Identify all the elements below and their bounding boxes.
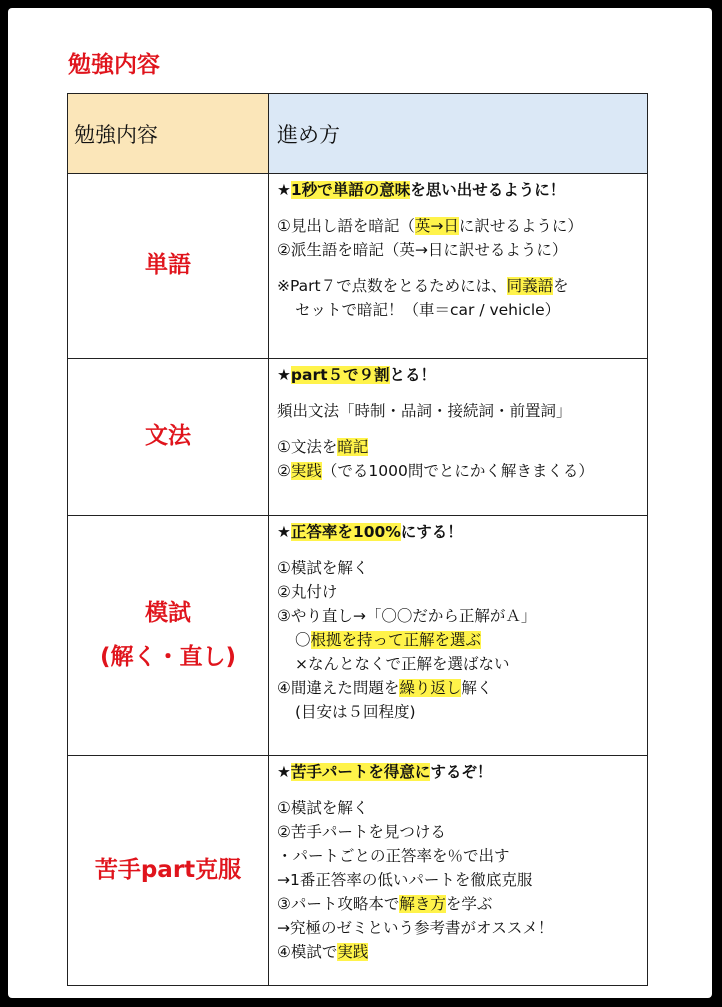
highlighted-text: 根拠を持って正解を選ぶ — [310, 631, 482, 649]
highlighted-text: 実践 — [290, 462, 322, 480]
step-line — [277, 580, 641, 604]
step-line — [277, 652, 641, 676]
step-line — [277, 604, 641, 628]
text-segment: ★ — [277, 366, 291, 384]
text-segment: ①模試を解く — [277, 799, 369, 817]
spacer — [277, 423, 641, 435]
document-page — [8, 8, 712, 998]
highlighted-text: 繰り返し — [399, 679, 462, 697]
row-vocabulary — [68, 174, 648, 359]
text-segment: セットで暗記！（車＝car / vehicle） — [295, 301, 561, 319]
goal-line — [277, 760, 641, 784]
highlighted-text: 暗記 — [337, 438, 369, 456]
topic-label: 単語 — [145, 252, 191, 279]
highlighted-text: 実践 — [337, 943, 369, 961]
text-segment: ②丸付け — [277, 583, 338, 601]
step-line — [277, 435, 641, 459]
step-line — [277, 298, 641, 322]
step-line — [277, 820, 641, 844]
header-study-content: 勉強内容 — [68, 94, 269, 174]
highlighted-text: 解き方 — [399, 895, 446, 913]
spacer — [277, 784, 641, 796]
text-segment: ・パートごとの正答率を％で出す — [277, 847, 510, 865]
header-row — [68, 94, 648, 174]
study-plan-table — [67, 93, 648, 986]
topic-label: 模試 — [145, 599, 191, 626]
step-line — [277, 676, 641, 700]
step-line — [277, 844, 641, 868]
step-line — [277, 556, 641, 580]
method-cell — [269, 174, 648, 359]
text-segment: ④模試で — [277, 943, 338, 961]
row-grammar — [68, 359, 648, 516]
spacer — [277, 387, 641, 399]
header-method: 進め方 — [269, 94, 648, 174]
text-segment: 〇 — [295, 631, 311, 649]
goal-line — [277, 178, 641, 202]
step-line — [277, 916, 641, 940]
highlighted-text: 英→日 — [414, 217, 459, 235]
topic-label: 文法 — [145, 423, 191, 450]
text-segment: →1番正答率の低いパートを徹底克服 — [277, 871, 533, 889]
text-segment: (目安は５回程度) — [295, 703, 416, 721]
step-line — [277, 459, 641, 483]
topic-label: 苦手part克服 — [94, 856, 242, 883]
method-cell — [269, 359, 648, 516]
step-line — [277, 628, 641, 652]
step-line — [277, 700, 641, 724]
text-segment: ★ — [277, 523, 291, 541]
text-segment: ④間違えた問題を — [277, 679, 400, 697]
text-segment: ①見出し語を暗記（ — [277, 217, 415, 235]
topic-vocabulary — [68, 174, 269, 359]
text-segment: ★ — [277, 763, 291, 781]
text-segment: するぞ！ — [430, 763, 493, 781]
step-line — [277, 796, 641, 820]
text-segment: 解く — [461, 679, 493, 697]
page-title: 勉強内容 — [68, 52, 160, 78]
text-segment: を学ぶ — [445, 895, 493, 913]
text-segment: に訳せるように） — [458, 217, 583, 235]
text-segment: ×なんとなくで正解を選ばない — [295, 655, 510, 673]
text-segment: ③やり直し→「〇〇だから正解がＡ」 — [277, 607, 537, 625]
text-segment: とる！ — [389, 366, 437, 384]
highlighted-text: part５で９割 — [290, 366, 390, 384]
step-line — [277, 892, 641, 916]
highlighted-text: 苦手パートを得意に — [290, 763, 431, 781]
goal-line — [277, 520, 641, 544]
text-segment: にする！ — [400, 523, 463, 541]
text-segment: を思い出せるように！ — [410, 181, 566, 199]
spacer — [277, 262, 641, 274]
text-segment: （でる1000問でとにかく解きまくる） — [321, 462, 594, 480]
topic-weak-part — [68, 756, 269, 986]
text-segment: ②派生語を暗記（英→日に訳せるように） — [277, 241, 568, 259]
highlighted-text: 1秒で単語の意味 — [290, 181, 411, 199]
spacer — [277, 202, 641, 214]
highlighted-text: 正答率を100% — [290, 523, 401, 541]
text-segment: 頻出文法「時制・品詞・接続詞・前置詞」 — [277, 402, 572, 420]
text-segment: ★ — [277, 181, 291, 199]
text-segment: ②苦手パートを見つける — [277, 823, 446, 841]
row-weak-part — [68, 756, 648, 986]
step-line — [277, 868, 641, 892]
text-segment: ※Part７で点数をとるためには、 — [277, 277, 507, 295]
spacer — [277, 544, 641, 556]
goal-line — [277, 363, 641, 387]
method-cell — [269, 756, 648, 986]
step-line — [277, 399, 641, 423]
topic-sublabel: (解く・直し) — [99, 643, 237, 670]
text-segment: →究極のゼミという参考書がオススメ！ — [277, 919, 554, 937]
text-segment: ①文法を — [277, 438, 338, 456]
text-segment: ①模試を解く — [277, 559, 369, 577]
text-segment: ③パート攻略本で — [277, 895, 400, 913]
step-line — [277, 238, 641, 262]
step-line — [277, 274, 641, 298]
text-segment: ② — [277, 462, 291, 480]
text-segment: を — [553, 277, 569, 295]
topic-grammar — [68, 359, 269, 516]
step-line — [277, 940, 641, 964]
row-mock-test — [68, 516, 648, 756]
method-cell — [269, 516, 648, 756]
highlighted-text: 同義語 — [506, 277, 554, 295]
step-line — [277, 214, 641, 238]
topic-mock-test — [68, 516, 269, 756]
